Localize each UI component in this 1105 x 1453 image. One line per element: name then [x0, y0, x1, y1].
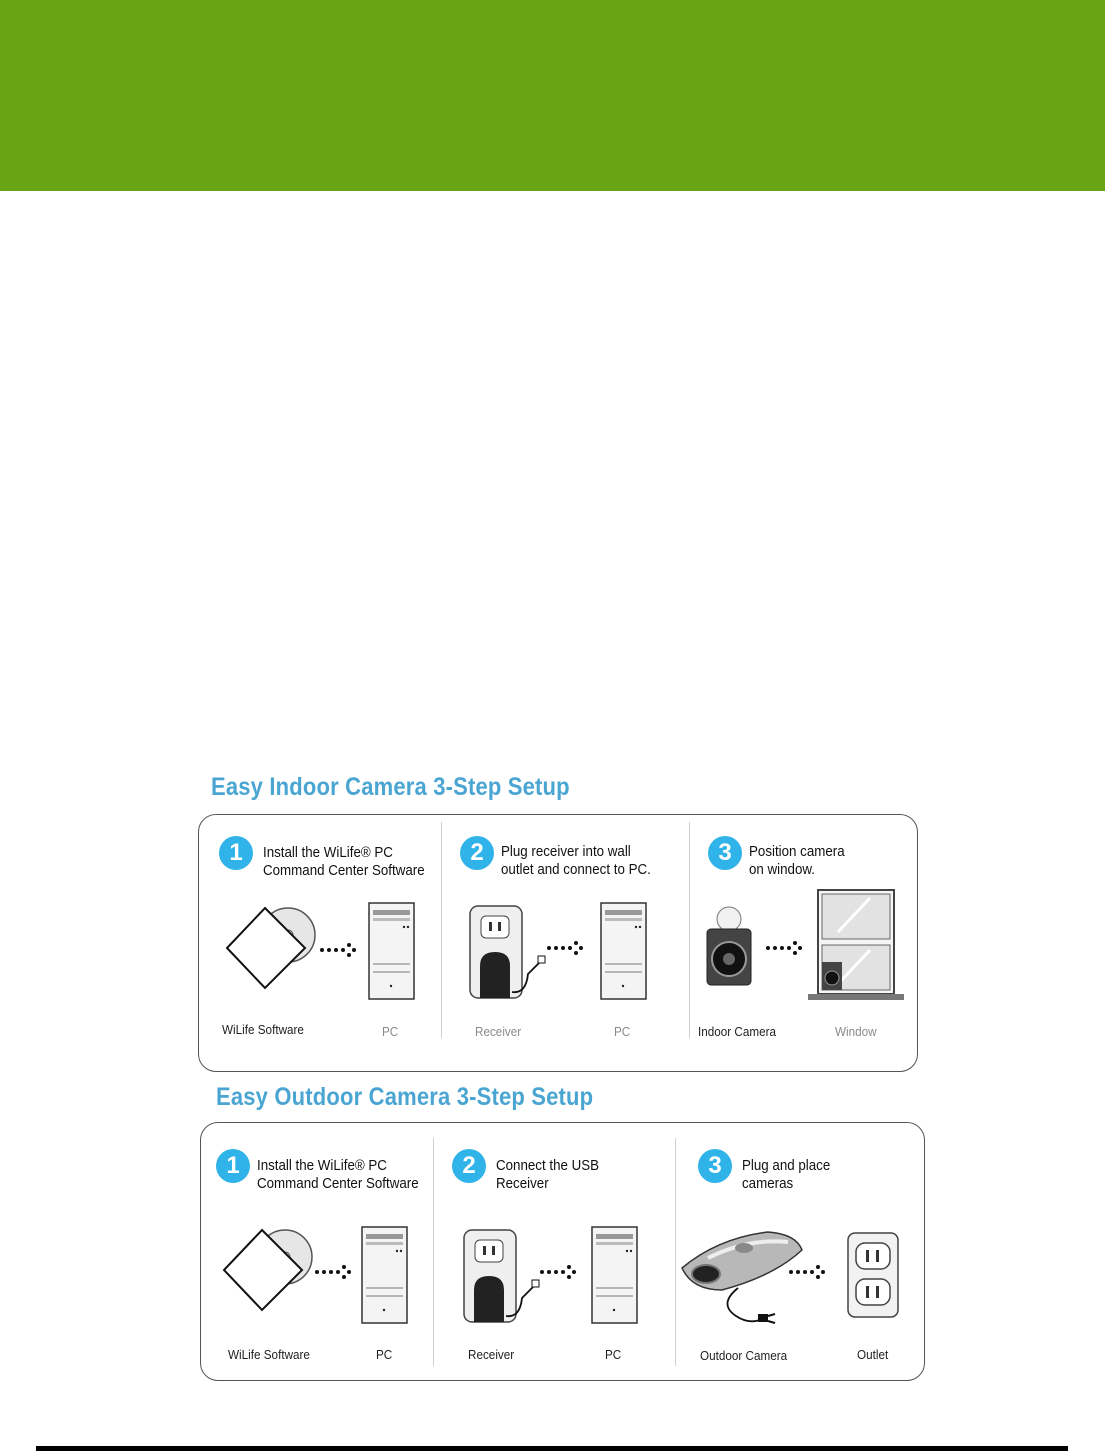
pc-tower-icon [591, 1226, 639, 1324]
outdoor-camera-icon [678, 1228, 806, 1332]
caption-pc: PC [605, 1347, 622, 1362]
caption-wilife-software: WiLife Software [222, 1022, 304, 1037]
pc-tower-icon [361, 1226, 409, 1324]
arrow-icon [765, 938, 805, 958]
arrow-icon [314, 1262, 354, 1282]
indoor-divider-2 [689, 822, 690, 1038]
pc-tower-icon [368, 902, 416, 1000]
software-disc-icon [222, 1226, 317, 1316]
indoor-step-1-text: Install the WiLife® PC Command Center Software [263, 845, 425, 879]
caption-outlet: Outlet [857, 1347, 889, 1362]
outdoor-setup-title: Easy Outdoor Camera 3-Step Setup [216, 1083, 594, 1111]
outdoor-step-2-text: Connect the USB Receiver [496, 1158, 600, 1192]
arrow-icon [788, 1262, 828, 1282]
caption-window: Window [835, 1024, 877, 1039]
receiver-icon [468, 904, 548, 1000]
caption-pc: PC [614, 1024, 631, 1039]
outdoor-divider-1 [433, 1138, 434, 1366]
header-bar [0, 0, 1105, 191]
caption-receiver: Receiver [468, 1347, 515, 1362]
outdoor-step-3-number: 3 [698, 1149, 732, 1183]
outdoor-step-2-number: 2 [452, 1149, 486, 1183]
software-disc-icon [225, 904, 320, 994]
arrow-icon [539, 1262, 579, 1282]
arrow-icon [546, 938, 586, 958]
window-icon [808, 888, 904, 1002]
outdoor-divider-2 [675, 1138, 676, 1366]
outlet-icon [846, 1231, 900, 1319]
outdoor-step-3-text: Plug and place cameras [742, 1158, 831, 1192]
outdoor-step-1-text: Install the WiLife® PC Command Center Software [257, 1158, 419, 1192]
caption-pc: PC [376, 1347, 393, 1362]
caption-outdoor-camera: Outdoor Camera [700, 1348, 788, 1363]
caption-receiver: Receiver [475, 1024, 522, 1039]
caption-pc: PC [382, 1024, 399, 1039]
indoor-step-3-number: 3 [708, 836, 742, 870]
indoor-setup-title: Easy Indoor Camera 3-Step Setup [211, 773, 570, 801]
indoor-step-1-number: 1 [219, 836, 253, 870]
indoor-step-2-text: Plug receiver into wall outlet and connect to PC. [501, 844, 651, 878]
receiver-icon [462, 1228, 542, 1324]
indoor-camera-icon [703, 905, 755, 987]
caption-wilife-software: WiLife Software [228, 1347, 310, 1362]
arrow-icon [319, 940, 359, 960]
indoor-step-2-number: 2 [460, 836, 494, 870]
pc-tower-icon [600, 902, 648, 1000]
caption-indoor-camera: Indoor Camera [698, 1024, 777, 1039]
indoor-step-3-text: Position camera on window. [749, 844, 845, 878]
bottom-rule [36, 1446, 1068, 1451]
indoor-divider-1 [441, 822, 442, 1038]
outdoor-step-1-number: 1 [216, 1149, 250, 1183]
